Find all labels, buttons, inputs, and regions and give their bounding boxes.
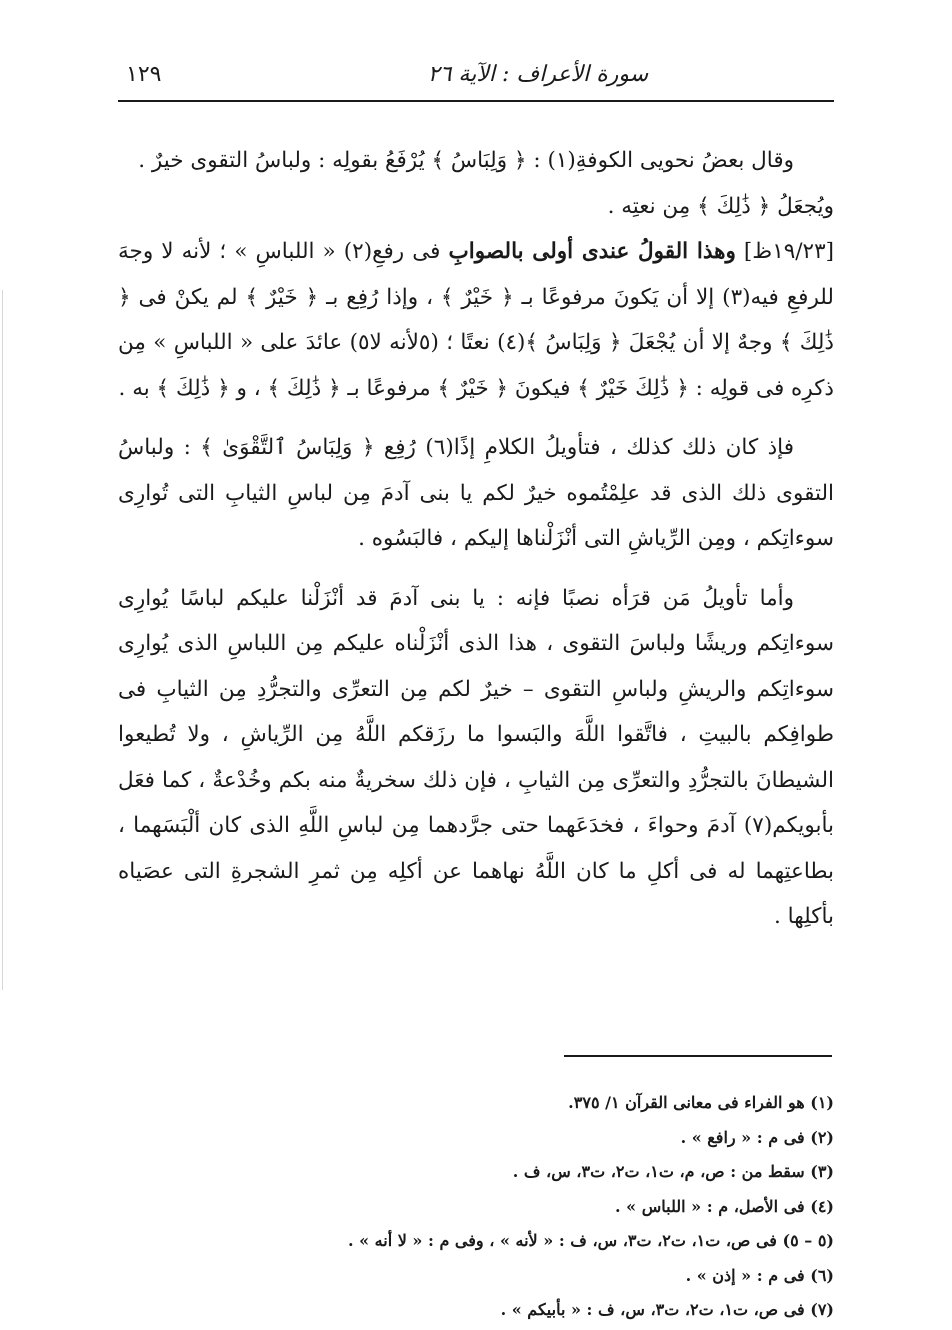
manuscript-folio-marker: [١٩/٢٣ظ]	[743, 239, 835, 264]
page-number: ١٢٩	[126, 62, 162, 87]
paragraph-2	[118, 229, 834, 411]
running-head: سورة الأعراف : الآية ٢٦	[427, 62, 649, 87]
footnote-7: (٧) فى ص، ت١، ت٢، ت٣، س، ف : « بأبيكم » .	[500, 1300, 834, 1319]
paragraph-4: وأما تأويلُ مَن قرَأه نصبًا فإنه : يا بنى آدمَ قد أنْزَلْنا عليكم لباسًا يُوارِى سوءاتِكم وريشًا ولباسَ التقوى ، هذا الذى أنْزَلْناه عليكم مِن اللباسِ الذى يُوارِى سوءاتِكم والريشِ ولباسِ التقوى – خيرٌ لكم مِن التعرِّى والتجرُّدِ مِن الثيابِ فى طوافِكم بالبيتِ ، فاتَّقوا اللَّهَ والبَسوا ما رزَقكم اللَّهُ مِن الرِّياشِ ، ولا تُطيعوا الشيطانَ بالتجرُّدِ والتعرِّى مِن الثيابِ ، فإن ذلك سخريةٌ منه بكم وخُدْعةٌ ، كما فعَل بأبويكم(٧) آدمَ وحواءَ ، فخدَعَهما حتى جرَّدهما مِن لباسِ اللَّهِ الذى كان ألْبَسَهما ، بطاعتِهما له فى أكلِ ما كان اللَّهُ نهاهما عن أكلِه مِن ثمرِ الشجرةِ التى عصَياه بأكلِها .	[118, 585, 834, 929]
footnote-2: (٢) فى م : « رافع » .	[680, 1127, 834, 1147]
footnote-1: (١) هو الفراء فى معانى القرآن ١/ ٣٧٥.	[568, 1093, 834, 1112]
paragraph-1	[118, 138, 834, 184]
paragraph-1-line-2: ويُجعَلُ ﴿ ذَٰلِكَ ﴾ مِن نعتِه .	[607, 193, 834, 219]
paragraph-1-line-1: وقال بعضُ نحويى الكوفةِ(١) : ﴿ وَلِبَاسُ ﴾ يُرْفَعُ بقولِه : ولباسُ التقوى خيرٌ .	[138, 148, 794, 173]
page-header	[118, 58, 834, 98]
footnote-rule	[564, 1055, 832, 1057]
author-opinion-bold: وهذا القولُ عندى أولى بالصوابِ	[448, 239, 736, 264]
footnote-5: (٥ – ٥) فى ص، ت١، ت٢، ت٣، س، ف : « لأنه » ، وفى م : « لا أنه » .	[347, 1231, 834, 1250]
page-edge-line	[2, 290, 3, 990]
paragraph-1-continuation	[118, 184, 834, 230]
paragraph-2-text: فى رفعِ(٢) « اللباسِ » ؛ لأنه لا وجهَ للرفعِ فيه(٣) إلا أن يَكونَ مرفوعًا بـ ﴿ خَيْرٌ ﴾ ، وإذا رُفِع بـ ﴿ خَيْرٌ ﴾ لم يكنْ فى ﴿ ذَٰلِكَ ﴾ وجهٌ إلا أن يُجْعَلَ ﴿ وَلِبَاسُ ﴾(٤) نعتًا ؛ (٥لأنه لا٥) عائدَ على « اللباسِ » مِن ذكرِه فى قولِه : ﴿ ذَٰلِكَ خَيْرٌ ﴾ فيكونَ ﴿ خَيْرٌ ﴾ مرفوعًا بـ ﴿ ذَٰلِكَ ﴾ ، و ﴿ ذَٰلِكَ ﴾ به .	[118, 239, 834, 401]
footnote-3: (٣) سقط من : ص، م، ت١، ت٢، ت٣، س، ف .	[512, 1162, 834, 1181]
main-text	[118, 138, 834, 940]
paragraph-3: فإذ كان ذلك كذلك ، فتأويلُ الكلامِ إذًا(٦) رُفِع ﴿ وَلِبَاسُ ٱلتَّقْوَىٰ ﴾ : ولباسُ التقوى ذلك الذى قد علِمْتُموه خيرٌ لكم يا بنى آدمَ مِن لباسِ الثيابِ التى تُوارِى سوءاتِكم ، ومِن الرِّياشِ التى أنْزَلْناها إليكم ، فالبَسُوه .	[118, 435, 834, 551]
footnote-6: (٦) فى م : « إذن » .	[685, 1265, 834, 1285]
footnotes	[118, 1086, 834, 1328]
header-rule	[118, 100, 834, 102]
footnote-4: (٤) فى الأصل، م : « اللباس » .	[615, 1196, 834, 1216]
